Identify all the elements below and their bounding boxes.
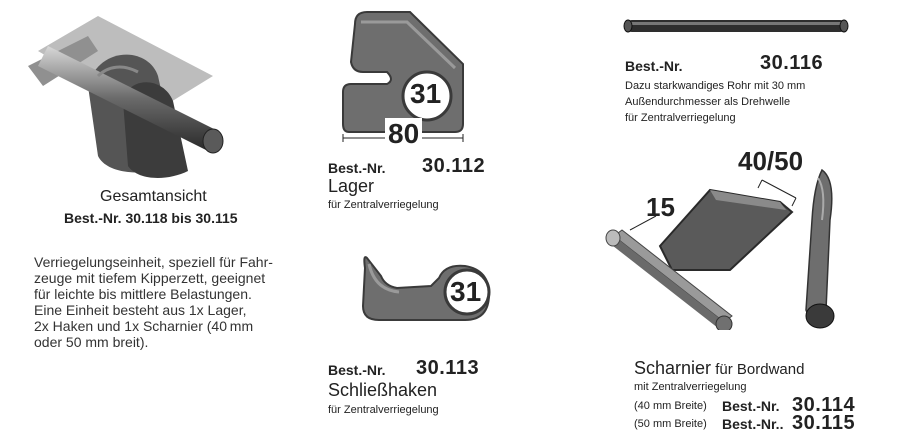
scharnier-variant-row — [634, 412, 874, 434]
overview-order-number: Best.-Nr. 30.118 bis 30.115 — [64, 210, 238, 226]
lager-order-label: Best.-Nr. — [328, 160, 386, 176]
scharnier-variant-order-number: 30.115 — [792, 412, 856, 434]
rohr-description — [625, 78, 805, 126]
rohr-order-number: 30.116 — [760, 52, 824, 74]
scharnier-name: Scharnier — [634, 358, 712, 378]
rohr-description-line: Dazu starkwandiges Rohr mit 30 mm — [625, 80, 806, 92]
overview-title: Gesamtansicht — [100, 188, 207, 205]
schliesshaken-note: für Zentralverriegelung — [328, 404, 439, 416]
scharnier-title — [634, 358, 804, 379]
description-line: Verriegelungseinheit, speziell für Fahr- — [34, 254, 273, 270]
rohr-description-line: Außendurchmesser als Drehwelle — [625, 96, 791, 108]
description-line: Eine Einheit besteht aus 1x Lager, — [34, 302, 247, 318]
scharnier-pin-dimension: 15 — [646, 192, 675, 222]
lager-width-dimension: 80 — [385, 118, 422, 150]
scharnier-variant-order-label: Best.-Nr. — [722, 398, 780, 414]
rohr-description-line: für Zentralverriegelung — [625, 112, 736, 124]
scharnier-name-suffix: für Bordwand — [711, 361, 805, 378]
rohr-drawing — [622, 16, 852, 36]
scharnier-variant-order-label: Best.-Nr.. — [722, 416, 784, 432]
description-line: oder 50 mm breit). — [34, 334, 149, 350]
scharnier-variant-width: (40 mm Breite) — [634, 400, 707, 412]
scharnier-variant-order-number: 30.114 — [792, 394, 856, 416]
schliesshaken-order-number: 30.113 — [416, 357, 480, 379]
scharnier-variant-width: (50 mm Breite) — [634, 418, 707, 430]
description-line: zeuge mit tiefem Kipperzett, geeignet — [34, 270, 266, 286]
schliesshaken-order-label: Best.-Nr. — [328, 362, 386, 378]
schliesshaken-name: Schließhaken — [328, 380, 438, 400]
scharnier-note: mit Zentralverriegelung — [634, 381, 747, 393]
lager-order-number: 30.112 — [422, 155, 486, 177]
schliesshaken-hole-dimension: 31 — [450, 276, 482, 307]
lager-note: für Zentralverriegelung — [328, 199, 439, 211]
lager-hole-dimension: 31 — [410, 78, 442, 109]
overview-description — [34, 254, 273, 350]
rohr-order-label: Best.-Nr. — [625, 58, 683, 74]
overview-photo — [28, 6, 228, 186]
description-line: 2x Haken und 1x Scharnier (40 mm — [34, 318, 254, 334]
description-line: für leichte bis mittlere Belastungen. — [34, 286, 252, 302]
lager-name: Lager — [328, 176, 375, 196]
scharnier-width-dimension: 40/50 — [738, 146, 804, 176]
scharnier-drawing — [600, 150, 860, 330]
